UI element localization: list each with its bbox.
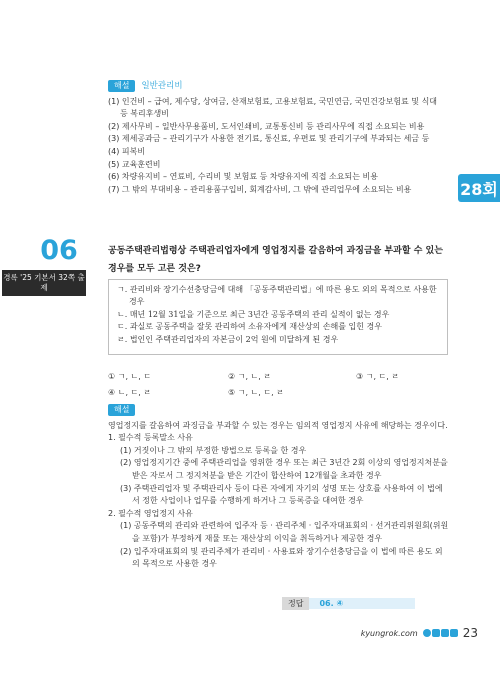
exam-round-tab: 28회 [458, 174, 500, 202]
text-line: (3) 제세공과금 – 관리기구가 사용한 전기료, 통신료, 우편료 및 관리기구에 부과되는 세금 등 [108, 134, 430, 144]
text-line: (2) 영업정지기간 중에 주택관리업을 영위한 경우 또는 최근 3년간 2회 이상의 영업정지처분을 [120, 458, 448, 468]
text-line: 을 포함)가 부정하게 재물 또는 재산상의 이익을 취득하거나 제공한 경우 [132, 533, 383, 543]
text-line: 영업정지를 갈음하여 과징금을 부과할 수 있는 경우는 임의적 영업정지 사유에 해당하는 경우이다. [108, 420, 448, 430]
question-number: 06 [40, 235, 78, 266]
question-stem [108, 242, 448, 278]
answer-choices [108, 368, 458, 400]
text-line: (1) 거짓이나 그 밖의 부정한 방법으로 등록을 한 경우 [120, 445, 307, 455]
choice-4[interactable]: ④ ㄴ, ㄷ, ㄹ [108, 387, 152, 397]
explanation-title: 일반관리비 [141, 81, 183, 91]
text-line: 의 목적으로 사용한 경우 [132, 559, 217, 569]
answer-value: 06. ④ [309, 598, 415, 609]
text-line: (5) 교육훈련비 [108, 159, 161, 169]
explanation-header [108, 404, 448, 417]
explanation-tag: 해설 [108, 80, 135, 92]
question-stem-line: 공동주택관리법령상 주택관리업자에게 영업정지를 갈음하여 과징금을 부과할 수 있는 [108, 246, 443, 256]
text-line: 받은 자로서 그 정지처분을 받은 기간이 합산하여 12개월을 초과한 경우 [132, 470, 382, 480]
text-line: 서 정한 사업이나 업무를 수행하게 하거나 그 등록증을 대여한 경우 [132, 496, 364, 506]
choice-1[interactable]: ① ㄱ, ㄴ, ㄷ [108, 371, 152, 381]
top-explanation-header [108, 80, 437, 93]
statement: ㄷ. 과실로 공동주택을 잘못 관리하여 소유자에게 재산상의 손해를 입힌 경우 [117, 322, 382, 332]
explanation-tag: 해설 [108, 404, 135, 416]
text-line: (3) 주택관리업자 및 주택관리사 등이 다른 자에게 자기의 성명 또는 상호를 사용하여 이 법에 [120, 483, 443, 493]
footer-site: kyungrok.com [360, 628, 418, 638]
text-line: (7) 그 밖의 부대비용 – 관리용품구입비, 회계감사비, 그 밖에 관리업무에 소요되는 비용 [108, 184, 412, 194]
answer-bar [282, 597, 415, 610]
choice-5[interactable]: ⑤ ㄱ, ㄴ, ㄷ, ㄹ [228, 387, 284, 397]
statement: ㄴ. 매년 12월 31일을 기준으로 최근 3년간 공동주택의 관리 실적이 없는 경우 [117, 309, 390, 319]
text-line: (4) 피복비 [108, 146, 146, 156]
text-line: (1) 공동주택의 관리와 관련하여 입주자 등 · 관리주체 · 입주자대표회의 · 선거관리위원회(위원 [120, 521, 449, 531]
answer-label: 정답 [282, 597, 309, 610]
text-line: (1) 인건비 – 급여, 제수당, 상여금, 산재보험료, 고용보험료, 국민연금, 국민건강보험료 및 식대 [108, 96, 438, 106]
choice-row [108, 368, 458, 384]
page-number: 23 [462, 626, 478, 640]
choice-3[interactable]: ③ ㄱ, ㄷ, ㄹ [356, 371, 400, 381]
publisher-logo-icon [423, 629, 458, 637]
text-line: (6) 차량유지비 – 연료비, 수리비 및 보험료 등 차량유지에 직접 소요되는 비용 [108, 172, 378, 182]
question-source-badge: 경록 '25 기본서 32쪽 출제 [2, 270, 86, 296]
text-line: 1. 필수적 등록말소 사유 [108, 433, 193, 443]
page-footer [361, 626, 478, 640]
text-line: (2) 제사무비 – 일반사무용품비, 도서인쇄비, 교통통신비 등 관리사무에 직접 소요되는 비용 [108, 121, 425, 131]
statement: ㄹ. 법인인 주택관리업자의 자본금이 2억 원에 미달하게 된 경우 [117, 334, 339, 344]
explanation [108, 404, 448, 571]
statement-box [108, 279, 448, 355]
statement: ㄱ. 관리비와 장기수선충당금에 대해 「공동주택관리법」에 따른 용도 외의 목적으로 사용한 경우 [117, 285, 437, 307]
top-explanation [108, 80, 437, 196]
text-line: 등 복리후생비 [120, 109, 169, 119]
choice-2[interactable]: ② ㄱ, ㄴ, ㄹ [228, 371, 272, 381]
choice-row [108, 384, 458, 400]
text-line: (2) 입주자대표회의 및 관리주체가 관리비 · 사용료와 장기수선충당금을 이 법에 따른 용도 외 [120, 546, 443, 556]
question-stem-line: 경우를 모두 고른 것은? [108, 264, 201, 274]
text-line: 2. 필수적 영업정지 사유 [108, 508, 193, 518]
